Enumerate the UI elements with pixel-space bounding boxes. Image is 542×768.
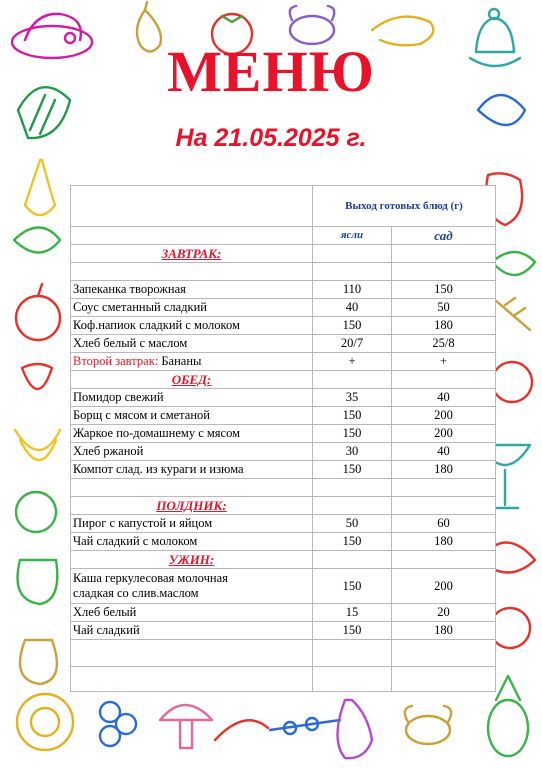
table-row — [71, 479, 496, 497]
nursery-portion: 35 — [313, 389, 392, 407]
nursery-portion: 150 — [313, 569, 392, 604]
garden-portion: 180 — [392, 533, 496, 551]
garden-portion: 50 — [392, 299, 496, 317]
dish-name: Соус сметанный сладкий — [71, 299, 313, 317]
dish-name-line: сладкая со слив.маслом — [73, 586, 199, 600]
table-row — [71, 604, 496, 622]
garden-portion: 20 — [392, 604, 496, 622]
garden-portion: 60 — [392, 515, 496, 533]
menu-date: На 21.05.2025 г. — [175, 124, 367, 152]
menu-title: МЕНЮ — [167, 39, 375, 104]
leaf-icon — [492, 252, 535, 275]
garden-portion: 25/8 — [392, 335, 496, 353]
table-row — [71, 407, 496, 425]
dish-name: Хлеб ржаной — [71, 443, 313, 461]
dish-name: Жаркое по-домашнему с мясом — [71, 425, 313, 443]
nursery-portion: 20/7 — [313, 335, 392, 353]
section-breakfast: ЗАВТРАК: — [71, 245, 313, 263]
table-header-row — [71, 186, 496, 227]
dish-name: Коф.напиок сладкий с молоком — [71, 317, 313, 335]
output-header: Выход готовых блюд (г) — [313, 186, 496, 227]
table-row — [71, 461, 496, 479]
table-row — [71, 515, 496, 533]
pear-icon — [25, 160, 55, 215]
nursery-portion: 150 — [313, 461, 392, 479]
wheat-icon — [495, 298, 530, 330]
table-row — [71, 263, 496, 281]
section-row — [71, 371, 496, 389]
nursery-portion: 30 — [313, 443, 392, 461]
apple-icon — [492, 362, 532, 402]
nursery-portion: 40 — [313, 299, 392, 317]
dish-name: Компот слад. из кураги и изюма — [71, 461, 313, 479]
garden-portion: 40 — [392, 389, 496, 407]
apple-icon — [16, 284, 60, 340]
grapes-icon — [100, 702, 136, 746]
tomato-icon — [16, 492, 56, 532]
nursery-portion: 15 — [313, 604, 392, 622]
banana-icon — [15, 430, 60, 460]
garden-portion: 180 — [392, 622, 496, 640]
garden-portion: 200 — [392, 425, 496, 443]
table-row — [71, 622, 496, 640]
second-breakfast-item: Бананы — [161, 354, 202, 368]
second-breakfast-label: Второй завтрак: — [73, 354, 159, 368]
pear-icon — [338, 700, 373, 758]
table-subheader-row — [71, 227, 496, 245]
dish-name — [71, 353, 313, 371]
garden-portion: 180 — [392, 461, 496, 479]
nursery-portion: 150 — [313, 407, 392, 425]
dish-name: Хлеб белый с маслом — [71, 335, 313, 353]
section-lunch: ОБЕД: — [71, 371, 313, 389]
section-snack: ПОЛДНИК: — [71, 497, 313, 515]
dish-name: Запеканка творожная — [71, 281, 313, 299]
garlic-icon — [20, 640, 57, 684]
section-row — [71, 497, 496, 515]
table-row — [71, 353, 496, 371]
nursery-portion: 150 — [313, 425, 392, 443]
dish-name: Пирог с капустой и яйцом — [71, 515, 313, 533]
crab-icon — [405, 706, 451, 744]
table-row — [71, 281, 496, 299]
table-row — [71, 335, 496, 353]
nursery-portion: 110 — [313, 281, 392, 299]
dish-name: Хлеб белый — [71, 604, 313, 622]
pepper-icon — [18, 560, 58, 604]
table-row — [71, 640, 496, 667]
table-row — [71, 299, 496, 317]
kebab-icon — [270, 718, 340, 734]
table-row — [71, 443, 496, 461]
section-row — [71, 245, 496, 263]
table-row — [71, 569, 496, 604]
tomato-icon — [490, 608, 530, 648]
dish-name: Борщ с мясом и сметаной — [71, 407, 313, 425]
garden-portion: 200 — [392, 407, 496, 425]
nursery-portion: 150 — [313, 533, 392, 551]
garden-portion: 150 — [392, 281, 496, 299]
nursery-portion: 150 — [313, 317, 392, 335]
col-garden-header: сад — [392, 227, 496, 245]
strawberry-icon — [22, 364, 52, 389]
header-blank-cell — [71, 186, 313, 227]
section-row — [71, 551, 496, 569]
garden-portion: 200 — [392, 569, 496, 604]
shrimp-icon — [215, 720, 268, 740]
section-dinner: УЖИН: — [71, 551, 313, 569]
table-row — [71, 425, 496, 443]
leaf-icon — [14, 228, 60, 253]
dish-name: Чай сладкий с молоком — [71, 533, 313, 551]
dish-name: Помидор свежий — [71, 389, 313, 407]
garden-portion: + — [392, 353, 496, 371]
garden-portion: 40 — [392, 443, 496, 461]
mushroom-icon — [160, 705, 212, 748]
col-nursery-header: ясли — [313, 227, 392, 245]
dish-name: Чай сладкий — [71, 622, 313, 640]
dish-name-line: Каша геркулесовая молочная — [73, 571, 228, 585]
nursery-portion: + — [313, 353, 392, 371]
menu-table — [70, 185, 496, 692]
dish-name — [71, 569, 313, 604]
garden-portion: 180 — [392, 317, 496, 335]
table-row — [71, 389, 496, 407]
table-row — [71, 533, 496, 551]
lemon-icon — [17, 694, 73, 750]
nursery-portion: 150 — [313, 622, 392, 640]
nursery-portion: 50 — [313, 515, 392, 533]
table-row — [71, 667, 496, 692]
table-row — [71, 317, 496, 335]
